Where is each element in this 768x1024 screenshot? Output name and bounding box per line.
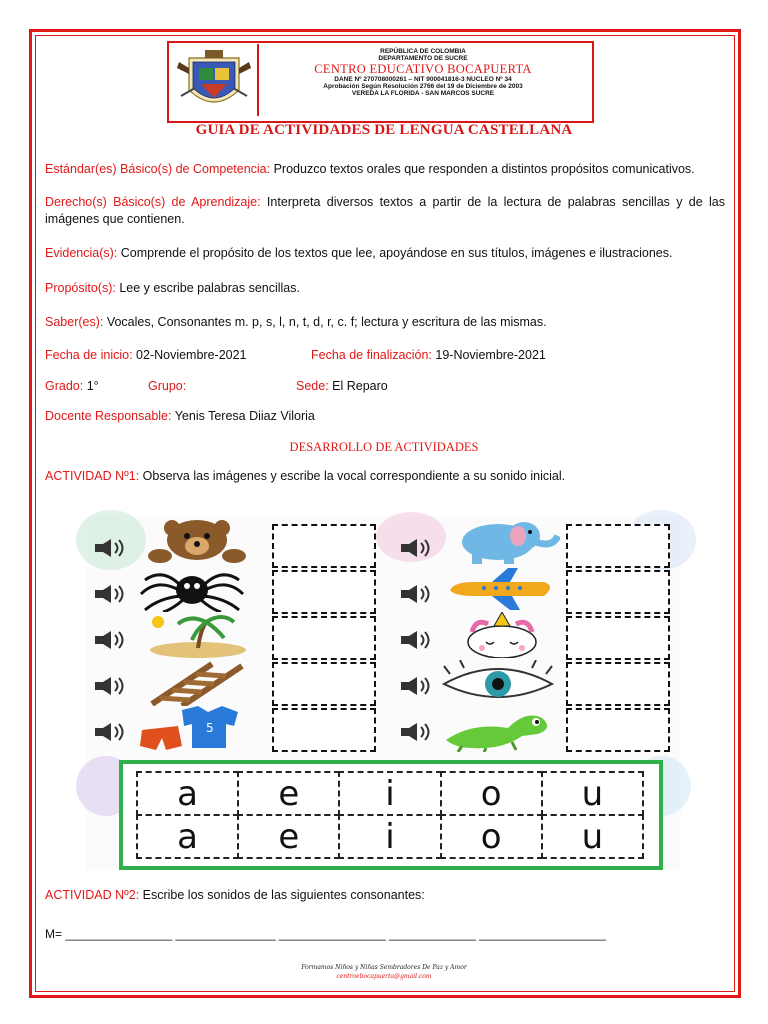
- sede-label: Sede:: [296, 379, 329, 393]
- eye-image: [440, 660, 558, 706]
- speaker-icon[interactable]: [94, 630, 128, 650]
- speaker-icon[interactable]: [400, 538, 434, 558]
- sede: [296, 378, 388, 395]
- fecha-fin: [311, 347, 546, 364]
- speaker-icon[interactable]: [94, 676, 128, 696]
- answer-box[interactable]: [272, 662, 376, 706]
- sede-value: El Reparo: [328, 379, 388, 393]
- actividad2-text: Escribe los sonidos de las siguientes consonantes:: [139, 888, 425, 902]
- elephant-image: [442, 518, 560, 564]
- fecha-fin-value: 19-Noviembre-2021: [431, 348, 546, 362]
- derecho-label: Derecho(s) Básico(s) de Aprendizaje:: [45, 195, 261, 209]
- speaker-icon[interactable]: [94, 584, 128, 604]
- proposito-label: Propósito(s):: [45, 281, 116, 295]
- footer-motto: Formamos Niños y Niñas Sembradores De Paz y Amor: [301, 964, 467, 971]
- iguana-image: [442, 706, 558, 752]
- header-department: DEPARTAMENTO DE SUCRE: [378, 55, 468, 62]
- fecha-inicio-value: 02-Noviembre-2021: [132, 348, 247, 362]
- vowel-card[interactable]: u: [541, 814, 644, 859]
- airplane-image: [444, 566, 560, 612]
- saber-label: Saber(es):: [45, 315, 104, 329]
- evidencia-row: [45, 245, 725, 262]
- header-dane: DANE Nº 270708000261 – NIT 900041816-3 NUCLEO Nº 34: [334, 76, 512, 83]
- unicorn-image: [446, 612, 558, 658]
- svg-text:5: 5: [206, 721, 214, 735]
- bear-image: [142, 518, 252, 564]
- desarrollo-title: DESARROLLO DE ACTIVIDADES: [289, 440, 479, 454]
- answer-box[interactable]: [566, 616, 670, 660]
- evidencia-value: Comprende el propósito de los textos que lee, apoyándose en sus títulos, imágenes e ilustraciones.: [117, 246, 673, 260]
- vowel-card[interactable]: e: [237, 814, 340, 859]
- proposito-row: [45, 280, 725, 297]
- speaker-icon[interactable]: [94, 538, 128, 558]
- spider-image: [137, 566, 247, 612]
- speaker-icon[interactable]: [400, 722, 434, 742]
- docente-row: [45, 408, 725, 425]
- vowel-card[interactable]: a: [136, 814, 239, 859]
- evidencia-label: Evidencia(s):: [45, 246, 118, 260]
- header-school-name: CENTRO EDUCATIVO BOCAPUERTA: [314, 62, 532, 76]
- vowel-card[interactable]: i: [338, 814, 441, 859]
- grado-label: Grado:: [45, 379, 84, 393]
- header-approval: Aprobación Según Resolución 2766 del 19 de Diciembre de 2003: [323, 83, 523, 90]
- speaker-icon[interactable]: [400, 676, 434, 696]
- ladder-image: [142, 660, 252, 706]
- vowel-card[interactable]: u: [541, 771, 644, 816]
- answer-box[interactable]: [272, 570, 376, 614]
- grado: [45, 378, 99, 395]
- speaker-icon[interactable]: [94, 722, 128, 742]
- vowel-card[interactable]: o: [440, 814, 543, 859]
- vowel-card[interactable]: e: [237, 771, 340, 816]
- vowel-card[interactable]: a: [136, 771, 239, 816]
- answer-box[interactable]: [566, 708, 670, 752]
- derecho-value: Interpreta diversos textos a partir de la lectura de palabras sencillas y de las imágenes que contienen.: [45, 195, 725, 226]
- header-country: REPÚBLICA DE COLOMBIA: [380, 48, 466, 55]
- clothes-image: [138, 706, 250, 752]
- footer-email: centroebocapuerta@gmail.com: [336, 973, 432, 980]
- header-text: [262, 48, 584, 97]
- grado-value: 1°: [83, 379, 99, 393]
- fecha-inicio-label: Fecha de inicio:: [45, 348, 133, 362]
- page-title: GUIA DE ACTIVIDADES DE LENGUA CASTELLANA: [195, 122, 573, 138]
- answer-box[interactable]: [566, 570, 670, 614]
- estandar-row: [45, 161, 725, 178]
- answer-box[interactable]: [272, 616, 376, 660]
- m-answer-line[interactable]: M= ________________ _______________ ________________ _____________ ___________________: [45, 927, 606, 941]
- header-location: VEREDA LA FLORIDA - SAN MARCOS SUCRE: [351, 90, 495, 97]
- actividad1-label: ACTIVIDAD Nº1:: [45, 469, 140, 483]
- grupo-label: Grupo:: [148, 379, 187, 393]
- docente-label: Docente Responsable:: [45, 409, 172, 423]
- school-logo: [171, 44, 259, 116]
- saber-value: Vocales, Consonantes m. p, s, l, n, t, d, r, c. f; lectura y escritura de las mismas.: [103, 315, 547, 329]
- speaker-icon[interactable]: [400, 584, 434, 604]
- docente-value: Yenis Teresa Diiaz Viloria: [171, 409, 315, 423]
- answer-box[interactable]: [272, 524, 376, 568]
- estandar-value: Produzco textos orales que responden a distintos propósitos comunicativos.: [270, 162, 695, 176]
- answer-box[interactable]: [566, 524, 670, 568]
- actividad1-row: [45, 468, 725, 485]
- actividad2-label: ACTIVIDAD Nº2:: [45, 888, 140, 902]
- island-image: [138, 612, 250, 658]
- fecha-fin-label: Fecha de finalización:: [311, 348, 432, 362]
- saber-row: [45, 314, 725, 331]
- vowel-card[interactable]: o: [440, 771, 543, 816]
- vowel-grid: [137, 772, 643, 858]
- proposito-value: Lee y escribe palabras sencillas.: [115, 281, 300, 295]
- actividad1-text: Observa las imágenes y escribe la vocal correspondiente a su sonido inicial.: [139, 469, 566, 483]
- answer-box[interactable]: [272, 708, 376, 752]
- answer-box[interactable]: [566, 662, 670, 706]
- estandar-label: Estándar(es) Básico(s) de Competencia:: [45, 162, 271, 176]
- speaker-icon[interactable]: [400, 630, 434, 650]
- actividad2-row: [45, 887, 725, 904]
- vowel-card[interactable]: i: [338, 771, 441, 816]
- vowel-strip: [119, 760, 663, 870]
- fecha-inicio: [45, 347, 247, 364]
- derecho-row: [45, 194, 725, 228]
